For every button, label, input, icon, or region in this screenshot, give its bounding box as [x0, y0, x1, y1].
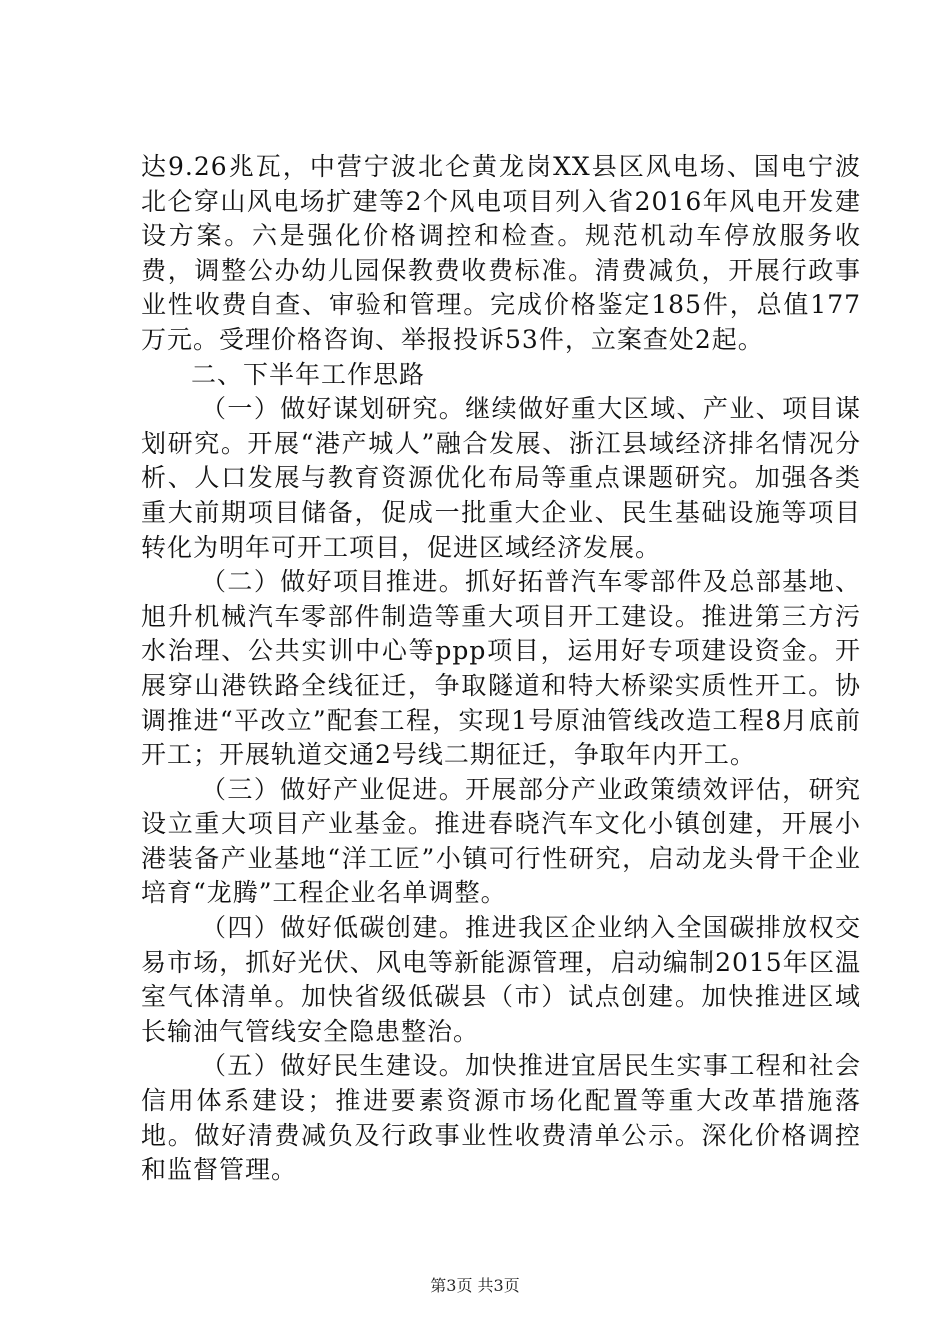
paragraph-section-one-continued: 达9.26兆瓦，中营宁波北仑黄龙岗XX县区风电场、国电宁波北仑穿山风电场扩建等2个风电项目列入省2016年风电开发建设方案。六是强化价格调控和检查。规范机动车停放服务收费，调整公办幼儿园保教费收费标准。清费减负，开展行政事业性收费自查、审验和管理。完成价格鉴定185件，总值177万元。受理价格咨询、举报投诉53件，立案查处2起。	[141, 152, 861, 354]
paragraph-item-project-promotion: （二）做好项目推进。抓好拓普汽车零部件及总部基地、旭升机械汽车零部件制造等重大项目开工建设。推进第三方污水治理、公共实训中心等ppp项目，运用好专项建设资金。开展穿山港铁路全线征迁，争取隧道和特大桥梁实质性开工。协调推进“平改立”配套工程，实现1号原油管线改造工程8月底前开工；开展轨道交通2号线二期征迁，争取年内开工。	[141, 567, 861, 770]
page-number-footer: 第3页 共3页	[430, 1276, 520, 1295]
paragraph-item-livelihood: （五）做好民生建设。加快推进宜居民生实事工程和社会信用体系建设；推进要素资源市场化配置等重大改革措施落地。做好清费减负及行政事业性收费清单公示。深化价格调控和监督管理。	[141, 1051, 861, 1185]
paragraph-item-industry-promotion: （三）做好产业促进。开展部分产业政策绩效评估，研究设立重大项目产业基金。推进春晓汽车文化小镇创建，开展小港装备产业基地“洋工匠”小镇可行性研究，启动龙头骨干企业培育“龙腾”工程企业名单调整。	[141, 774, 861, 908]
document-body	[141, 150, 861, 1188]
paragraph-item-low-carbon: （四）做好低碳创建。推进我区企业纳入全国碳排放权交易市场，抓好光伏、风电等新能源管理，启动编制2015年区温室气体清单。加快省级低碳县（市）试点创建。加快推进区域长输油气管线安全隐患整治。	[141, 913, 861, 1046]
section-heading-second-half-plan: 二、下半年工作思路	[191, 359, 426, 389]
paragraph-item-planning-research: （一）做好谋划研究。继续做好重大区域、产业、项目谋划研究。开展“港产城人”融合发展、浙江县域经济排名情况分析、人口发展与教育资源优化布局等重点课题研究。加强各类重大前期项目储备，促成一批重大企业、民生基础设施等项目转化为明年可开工项目，促进区域经济发展。	[141, 394, 861, 562]
